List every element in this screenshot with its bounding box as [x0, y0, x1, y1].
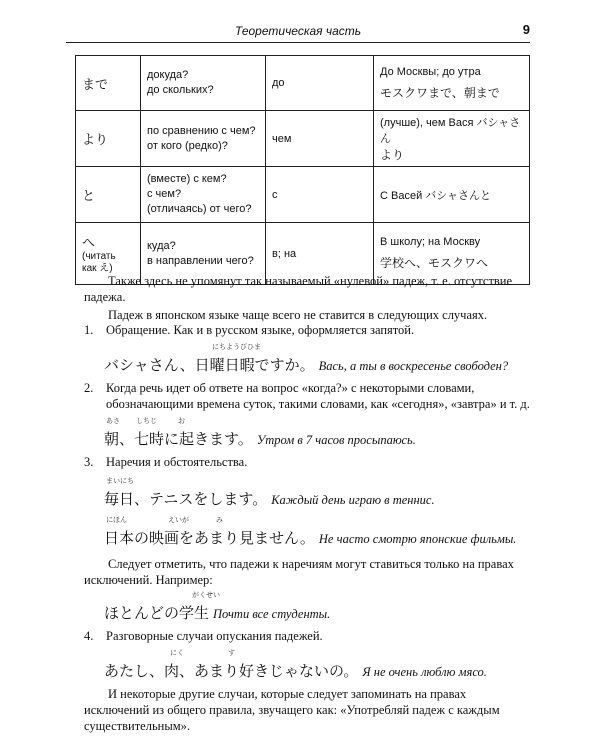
question: докуда?: [147, 69, 189, 81]
furigana: み: [216, 516, 223, 524]
example-line: [104, 602, 330, 623]
furigana: がくせい: [192, 591, 220, 599]
furigana: す: [228, 649, 235, 657]
question: (отличаясь) от чего?: [147, 203, 252, 215]
list-number: 2.: [84, 381, 94, 395]
example-ru: Почти все студенты.: [213, 607, 331, 621]
furigana: あさ: [106, 417, 120, 425]
example-jp: あたし、肉、あまり好きじゃないの。: [104, 662, 359, 680]
furigana: まいにち: [106, 477, 134, 485]
page-number: 9: [522, 22, 530, 37]
example-line: [104, 527, 516, 548]
example-line: [104, 660, 487, 681]
example-jp: モスクワまで、朝まで: [380, 85, 500, 100]
list-item: [84, 322, 530, 338]
example-jp: 毎日、テニスをします。: [104, 490, 268, 508]
paragraph-exceptions: Следует отметить, что падежи к наречиям могут ставиться только на правах исключений. Например:: [84, 557, 514, 587]
list-item: [84, 454, 530, 470]
particles-table: [75, 55, 530, 285]
example-ru: С Васей バシャさんと: [380, 189, 492, 202]
list-item: [84, 380, 530, 412]
russian-cell: чем: [266, 111, 374, 167]
particle: へ: [82, 236, 96, 251]
running-title: Теоретическая часть: [234, 24, 362, 38]
particle-note: (читать: [82, 251, 116, 262]
example-ru: Вась, а ты в воскресенье свободен?: [318, 359, 509, 373]
list-item: [84, 628, 530, 644]
example-cell: [374, 167, 530, 223]
example-ru: В школу; на Москву: [380, 236, 481, 248]
list-text: Наречия и обстоятельства.: [106, 455, 248, 469]
example-1: [104, 342, 530, 376]
furigana: にちようびひま: [212, 343, 261, 351]
particle: と: [82, 189, 96, 204]
question: куда?: [147, 239, 176, 252]
example-5: [104, 590, 530, 622]
list-text: Разговорные случаи опускания падежей.: [106, 629, 323, 643]
question: с чем?: [147, 188, 182, 200]
example-ru: Утром в 7 часов просыпаюсь.: [256, 433, 416, 447]
particle-cell: [76, 167, 141, 223]
furigana: しちじ: [136, 417, 157, 425]
example-line: [104, 488, 435, 509]
particle-cell: [76, 111, 141, 167]
table-row: [76, 56, 530, 111]
list-number: 3.: [84, 455, 94, 469]
table-row: [76, 167, 530, 223]
example-ru: До Москвы; до утра: [380, 65, 481, 78]
example-4: [104, 515, 530, 547]
table-row: [76, 111, 530, 167]
example-jp: バシャさん、日曜日暇ですか。: [104, 356, 315, 374]
russian-cell: до: [266, 56, 374, 111]
example-line: [104, 354, 508, 375]
question-cell: [141, 111, 266, 167]
paragraph-cases-intro: Падеж в японском языке чаще всего не ставится в следующих случаях.: [108, 308, 488, 322]
example-jp: 日本の映画をあまり見ません。: [104, 529, 315, 547]
example-cell: [374, 111, 530, 167]
particle: より: [82, 133, 109, 148]
question: (вместе) с кем?: [147, 173, 227, 185]
example-ru: (лучше), чем Вася バシャさん: [380, 117, 521, 145]
list-number: 4.: [84, 629, 94, 643]
example-jp: 学校へ、モスクワへ: [380, 256, 489, 270]
example-ru: Каждый день играю в теннис.: [271, 493, 435, 507]
paragraph-zero-case: Также здесь не упомянут так называемый «нулевой» падеж, т. е. отсутствие падежа.: [84, 274, 513, 304]
particle-note: как え): [82, 263, 113, 274]
list-text: Когда речь идет об ответе на вопрос «когда?» с некоторыми словами, обозначающими времена суток, такими словами, как «сегодня», «завтра» и т. д.: [106, 381, 530, 411]
example-ru: Не часто смотрю японские фильмы.: [318, 532, 517, 546]
example-ru: Я не очень люблю мясо.: [362, 665, 487, 679]
example-2: [104, 416, 530, 448]
paragraph-conclusion: И некоторые другие случаи, которые следует запоминать на правах исключений из общего правила, звучащего как: «Употребляй падеж с каждым существительным».: [84, 687, 500, 733]
particle-cell: [76, 56, 141, 111]
example-3: [104, 476, 530, 508]
example-jp: より: [380, 148, 405, 162]
running-header: [66, 22, 530, 43]
question: по сравнению с чем?: [147, 124, 256, 137]
example-line: [104, 428, 416, 449]
example-cell: [374, 56, 530, 111]
particle: まで: [82, 77, 109, 93]
furigana: にく: [170, 649, 184, 657]
example-6: [104, 648, 530, 680]
list-number: 1.: [84, 323, 94, 337]
furigana: えいが: [168, 516, 189, 524]
furigana: お: [178, 417, 185, 425]
example-jp: ほとんどの学生: [104, 604, 210, 622]
question-cell: [141, 167, 266, 223]
furigana: にほん: [106, 516, 127, 524]
question: до скольких?: [147, 84, 214, 96]
russian-cell: с: [266, 167, 374, 223]
example-jp: 朝、七時に起きます。: [104, 430, 253, 448]
list-text: Обращение. Как и в русском языке, оформляется запятой.: [106, 323, 415, 337]
question-cell: [141, 56, 266, 111]
question: от кого (редко)?: [147, 139, 228, 152]
question: в направлении чего?: [147, 254, 254, 267]
russian-cell: в; на: [266, 223, 374, 285]
